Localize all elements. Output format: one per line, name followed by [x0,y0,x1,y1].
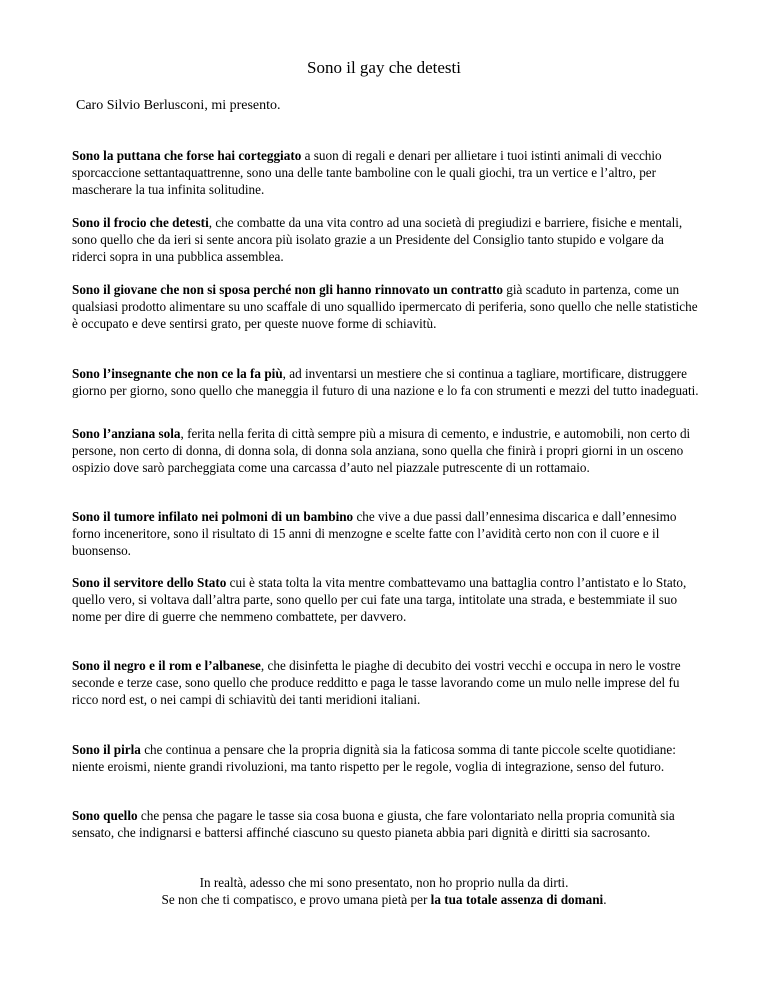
paragraph-text: che continua a pensare che la propria dignità sia la faticosa somma di tante piccole scelte quotidiane: niente eroismi, niente grandi rivoluzioni, ma tanto rispetto per le regole, voglia di integrazione, senso del futuro. [72,742,676,774]
paragraph-text: a suon di regali e denari per allietare i tuoi istinti animali di vecchio sporcaccione settantaquattrenne, sono una delle tante bamboline con le quali giochi, tra un vertice e l’altro, per mascherare la tua infinita solitudine. [72,148,662,197]
closing [0,874,768,908]
paragraph-text: , che combatte da una vita contro ad una società di pregiudizi e barriere, fisiche e mentali, sono quello che da ieri si sente ancora più isolato grazie a un Presidente del Consiglio tanto stupido e volgare da riderci sopra in una pubblica assemblea. [72,215,683,264]
closing-line-2-bold: la tua totale assenza di domani [430,892,604,907]
closing-line-1: In realtà, adesso che mi sono presentato, non ho proprio nulla da dirti. [199,875,569,890]
paragraph-text: che vive a due passi dall’ennesima discarica e dall’ennesimo forno inceneritore, sono il risultato di 15 anni di menzogne e scelte fatte con l’avidità certo non con il cuore e il buonsenso. [72,509,677,558]
paragraph-text: , che disinfetta le piaghe di decubito dei vostri vecchi e occupa in nero le vostre seconde e terze case, sono quello che produce redditto e paga le tasse lavorando come un mulo nelle imprese del fu ricco nord est, o nei campi di schiavitù dei tanti meridioni italiani. [72,658,681,707]
paragraph-lead: Sono l’insegnante che non ce la fa più [72,366,283,381]
paragraph-10 [72,807,700,841]
paragraph-4 [72,365,700,399]
paragraph-3 [72,281,700,332]
paragraph-2 [72,214,700,265]
paragraph-text: che pensa che pagare le tasse sia cosa buona e giusta, che fare volontariato nella propria comunità sia sensato, che indignarsi e battersi affinché ciascuno su questo pianeta abbia pari dignità e diritti sia sacrosanto. [72,808,675,840]
paragraph-lead: Sono la puttana che forse hai corteggiato [72,148,302,163]
paragraph-text: cui è stata tolta la vita mentre combattevamo una battaglia contro l’antistato e lo Stato, quello vero, si voltava dall’altra parte, sono quello per cui fate una targa, intitolate una strada, e bestemmiate il suo nome per dire di guerre che nemmeno combattete, per davvero. [72,575,687,624]
paragraph-lead: Sono il giovane che non si sposa perché non gli hanno rinnovato un contratto [72,282,503,297]
closing-line-2-start: Se non che ti compatisco, e provo umana pietà per [161,892,431,907]
document-title: Sono il gay che detesti [307,58,461,77]
paragraph-lead: Sono il pirla [72,742,141,757]
paragraph-lead: Sono il tumore infilato nei polmoni di un bambino [72,509,354,524]
paragraph-7 [72,574,700,625]
paragraph-lead: Sono il frocio che detesti [72,215,209,230]
paragraph-1 [72,147,700,198]
closing-line-2-end: . [603,892,607,907]
paragraph-text: , ferita nella ferita di città sempre più a misura di cemento, e industrie, e automobili, non certo di persone, non certo di donna, di donna sola, di donna sola anziana, sono quella che finirà i propri giorni in un osceno ospizio dove sarò parcheggiata come una carcassa d’auto nel piazzale putrescente di un rottamaio. [72,426,691,475]
paragraph-lead: Sono il negro e il rom e l’albanese [72,658,261,673]
paragraph-lead: Sono il servitore dello Stato [72,575,227,590]
paragraph-lead: Sono l’anziana sola [72,426,181,441]
paragraph-5 [72,425,700,476]
closing-line-2 [0,891,768,908]
paragraph-text: già scaduto in partenza, come un qualsiasi prodotto alimentare su uno scaffale di uno squallido ipermercato di periferia, sono quello che nelle statistiche è occupato e deve sentirsi grato, per queste nuove forme di schiavitù. [72,282,698,331]
paragraph-lead: Sono quello [72,808,138,823]
paragraph-text: , ad inventarsi un mestiere che si continua a tagliare, mortificare, distruggere giorno per giorno, sono quello che maneggia il futuro di una nazione e lo fa con strumenti e mezzi del tutto inadeguati. [72,366,699,398]
greeting: Caro Silvio Berlusconi, mi presento. [76,98,281,113]
paragraph-9 [72,741,700,775]
paragraph-8 [72,657,700,708]
paragraph-6 [72,508,700,559]
